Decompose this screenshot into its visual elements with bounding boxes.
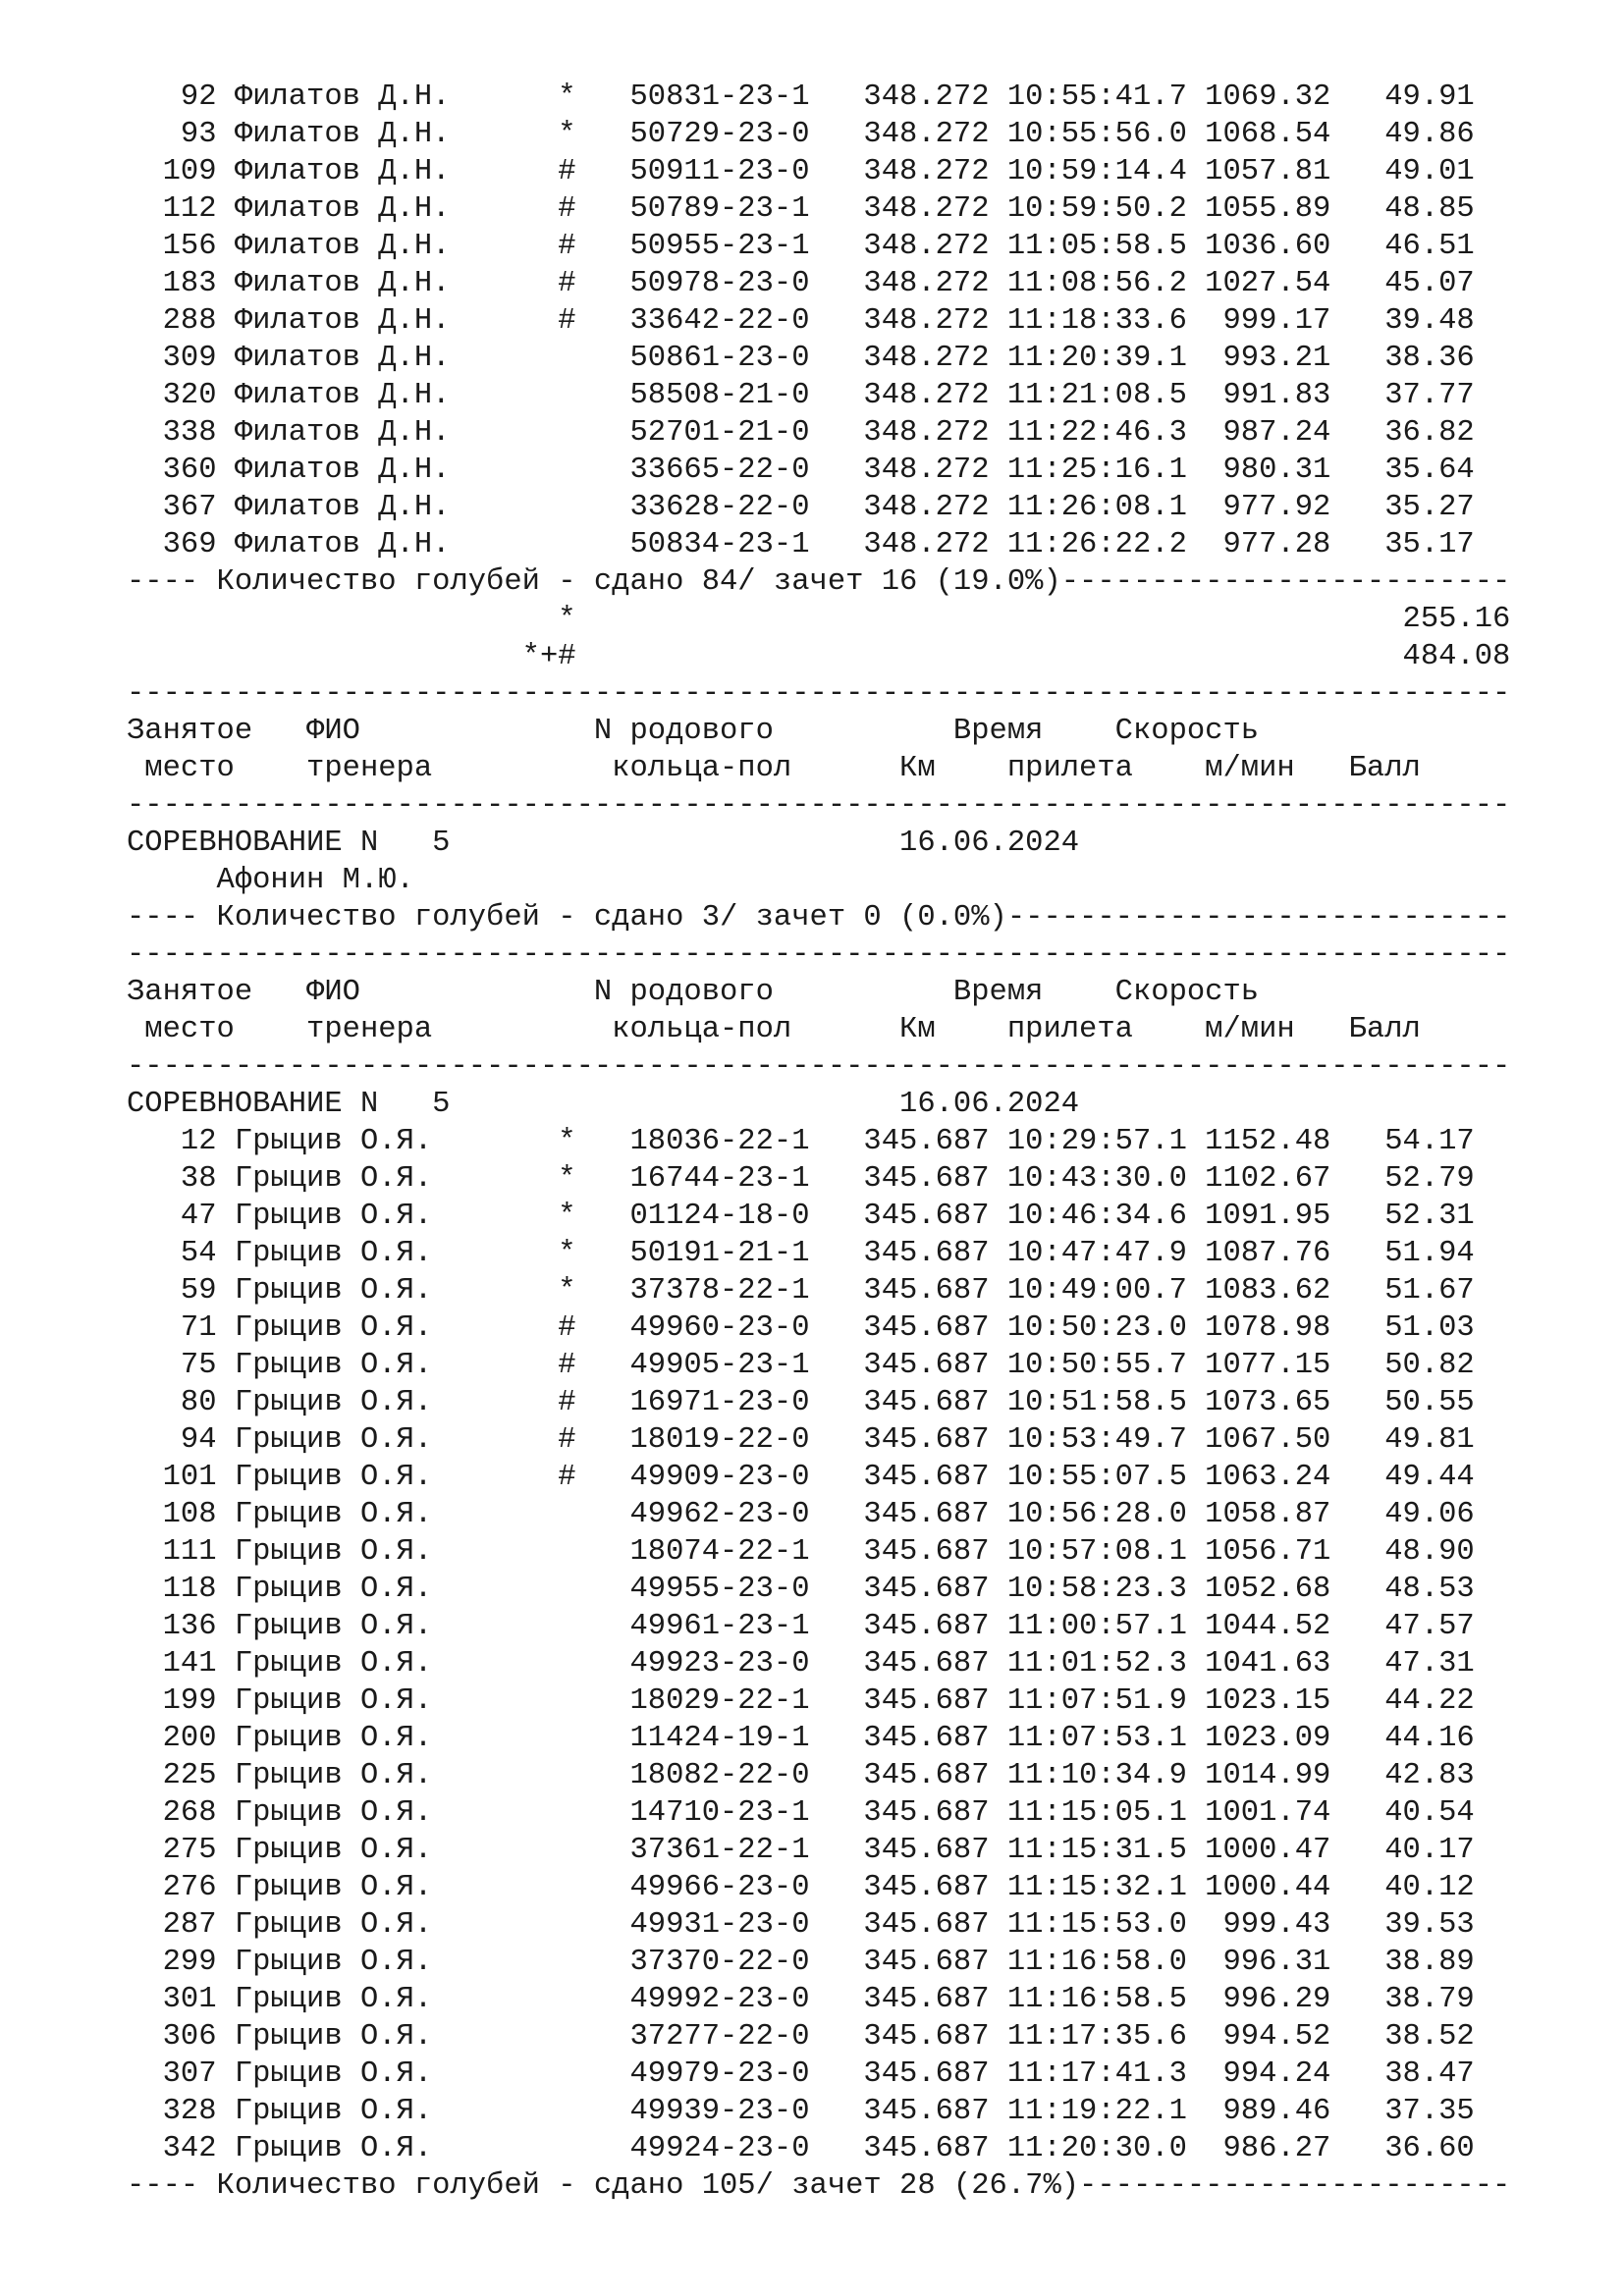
- summary-line: ---- Количество голубей - сдано 105/ зачет 28 (26.7%)------------------------: [127, 2169, 1511, 2203]
- table-row: 183 Филатов Д.Н. # 50978-23-0 348.272 11:08:56.2 1027.54 45.07: [127, 267, 1475, 300]
- table-row: 276 Грыцив О.Я. 49966-23-0 345.687 11:15:32.1 1000.44 40.12: [127, 1871, 1475, 1904]
- table-row: 38 Грыцив О.Я. * 16744-23-1 345.687 10:43:30.0 1102.67 52.79: [127, 1162, 1475, 1196]
- column-subheaders: место тренера кольца-пол Км прилета м/мин Балл: [127, 1013, 1421, 1046]
- trainer-name: Афонин М.Ю.: [127, 864, 414, 897]
- table-row: 268 Грыцив О.Я. 14710-23-1 345.687 11:15:05.1 1001.74 40.54: [127, 1796, 1475, 1830]
- total-line: * 255.16: [127, 603, 1511, 636]
- table-row: 199 Грыцив О.Я. 18029-22-1 345.687 11:07:51.9 1023.15 44.22: [127, 1684, 1475, 1718]
- table-row: 328 Грыцив О.Я. 49939-23-0 345.687 11:19:22.1 989.46 37.35: [127, 2095, 1475, 2128]
- table-row: 118 Грыцив О.Я. 49955-23-0 345.687 10:58:23.3 1052.68 48.53: [127, 1573, 1475, 1606]
- table-row: 306 Грыцив О.Я. 37277-22-0 345.687 11:17:35.6 994.52 38.52: [127, 2020, 1475, 2054]
- table-row: 111 Грыцив О.Я. 18074-22-1 345.687 10:57:08.1 1056.71 48.90: [127, 1535, 1475, 1569]
- table-row: 320 Филатов Д.Н. 58508-21-0 348.272 11:21:08.5 991.83 37.77: [127, 379, 1475, 412]
- results-document: [127, 79, 1510, 2205]
- table-row: 75 Грыцив О.Я. # 49905-23-1 345.687 10:50:55.7 1077.15 50.82: [127, 1349, 1475, 1382]
- competition-heading: СОРЕВНОВАНИЕ N 5 16.06.2024: [127, 827, 1080, 860]
- table-row: 71 Грыцив О.Я. # 49960-23-0 345.687 10:50:23.0 1078.98 51.03: [127, 1311, 1475, 1345]
- table-row: 309 Филатов Д.Н. 50861-23-0 348.272 11:20:39.1 993.21 38.36: [127, 342, 1475, 375]
- table-row: 299 Грыцив О.Я. 37370-22-0 345.687 11:16:58.0 996.31 38.89: [127, 1946, 1475, 1979]
- header-rule: -----------------------------------------------------------------------------: [127, 789, 1511, 823]
- table-row: 92 Филатов Д.Н. * 50831-23-1 348.272 10:55:41.7 1069.32 49.91: [127, 80, 1475, 114]
- summary-line: ---- Количество голубей - сдано 84/ зачет 16 (19.0%)-------------------------: [127, 565, 1511, 599]
- column-headers: Занятое ФИО N родового Время Скорость: [127, 715, 1260, 748]
- table-row: 141 Грыцив О.Я. 49923-23-0 345.687 11:01:52.3 1041.63 47.31: [127, 1647, 1475, 1681]
- summary-line: ---- Количество голубей - сдано 3/ зачет 0 (0.0%)----------------------------: [127, 901, 1511, 934]
- table-row: 288 Филатов Д.Н. # 33642-22-0 348.272 11:18:33.6 999.17 39.48: [127, 304, 1475, 338]
- table-row: 109 Филатов Д.Н. # 50911-23-0 348.272 10:59:14.4 1057.81 49.01: [127, 155, 1475, 188]
- table-row: 101 Грыцив О.Я. # 49909-23-0 345.687 10:55:07.5 1063.24 49.44: [127, 1461, 1475, 1494]
- column-subheaders: место тренера кольца-пол Км прилета м/мин Балл: [127, 752, 1421, 785]
- table-row: 94 Грыцив О.Я. # 18019-22-0 345.687 10:53:49.7 1067.50 49.81: [127, 1423, 1475, 1457]
- competition-heading: СОРЕВНОВАНИЕ N 5 16.06.2024: [127, 1088, 1080, 1121]
- table-row: 59 Грыцив О.Я. * 37378-22-1 345.687 10:49:00.7 1083.62 51.67: [127, 1274, 1475, 1308]
- table-row: 342 Грыцив О.Я. 49924-23-0 345.687 11:20:30.0 986.27 36.60: [127, 2132, 1475, 2165]
- table-row: 307 Грыцив О.Я. 49979-23-0 345.687 11:17:41.3 994.24 38.47: [127, 2057, 1475, 2091]
- table-row: 338 Филатов Д.Н. 52701-21-0 348.272 11:22:46.3 987.24 36.82: [127, 416, 1475, 450]
- header-rule: -----------------------------------------------------------------------------: [127, 677, 1511, 711]
- table-row: 108 Грыцив О.Я. 49962-23-0 345.687 10:56:28.0 1058.87 49.06: [127, 1498, 1475, 1531]
- table-row: 80 Грыцив О.Я. # 16971-23-0 345.687 10:51:58.5 1073.65 50.55: [127, 1386, 1475, 1419]
- table-row: 112 Филатов Д.Н. # 50789-23-1 348.272 10:59:50.2 1055.89 48.85: [127, 192, 1475, 226]
- table-row: 54 Грыцив О.Я. * 50191-21-1 345.687 10:47:47.9 1087.76 51.94: [127, 1237, 1475, 1270]
- column-headers: Занятое ФИО N родового Время Скорость: [127, 976, 1260, 1009]
- table-row: 360 Филатов Д.Н. 33665-22-0 348.272 11:25:16.1 980.31 35.64: [127, 454, 1475, 487]
- table-row: 200 Грыцив О.Я. 11424-19-1 345.687 11:07:53.1 1023.09 44.16: [127, 1722, 1475, 1755]
- table-row: 47 Грыцив О.Я. * 01124-18-0 345.687 10:46:34.6 1091.95 52.31: [127, 1200, 1475, 1233]
- table-row: 93 Филатов Д.Н. * 50729-23-0 348.272 10:55:56.0 1068.54 49.86: [127, 118, 1475, 151]
- table-row: 369 Филатов Д.Н. 50834-23-1 348.272 11:26:22.2 977.28 35.17: [127, 528, 1475, 561]
- table-row: 301 Грыцив О.Я. 49992-23-0 345.687 11:16:58.5 996.29 38.79: [127, 1983, 1475, 2016]
- table-row: 136 Грыцив О.Я. 49961-23-1 345.687 11:00:57.1 1044.52 47.57: [127, 1610, 1475, 1643]
- table-row: 275 Грыцив О.Я. 37361-22-1 345.687 11:15:31.5 1000.47 40.17: [127, 1834, 1475, 1867]
- table-row: 287 Грыцив О.Я. 49931-23-0 345.687 11:15:53.0 999.43 39.53: [127, 1908, 1475, 1942]
- header-rule: -----------------------------------------------------------------------------: [127, 938, 1511, 972]
- table-row: 367 Филатов Д.Н. 33628-22-0 348.272 11:26:08.1 977.92 35.27: [127, 491, 1475, 524]
- header-rule: -----------------------------------------------------------------------------: [127, 1050, 1511, 1084]
- table-row: 12 Грыцив О.Я. * 18036-22-1 345.687 10:29:57.1 1152.48 54.17: [127, 1125, 1475, 1158]
- total-line: *+# 484.08: [127, 640, 1511, 673]
- table-row: 225 Грыцив О.Я. 18082-22-0 345.687 11:10:34.9 1014.99 42.83: [127, 1759, 1475, 1792]
- table-row: 156 Филатов Д.Н. # 50955-23-1 348.272 11:05:58.5 1036.60 46.51: [127, 230, 1475, 263]
